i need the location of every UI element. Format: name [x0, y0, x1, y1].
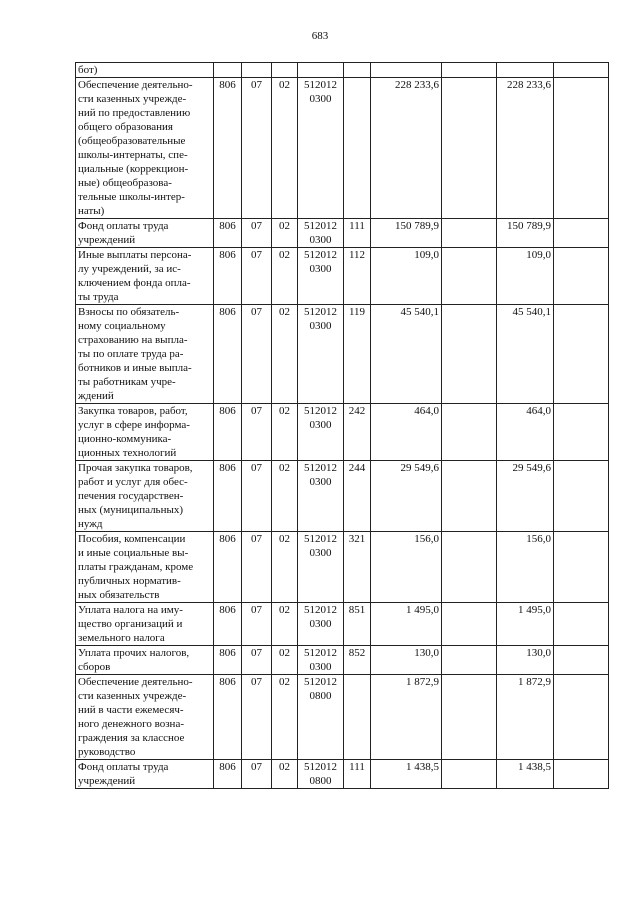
cell-name-line: граждения за классное [78, 732, 185, 744]
cell-target-article-line: 0300 [309, 547, 332, 559]
cell-name-line: Взносы по обязатель- [78, 306, 180, 318]
cell-name-line: руководство [78, 746, 136, 758]
cell-section-value: 07 [251, 220, 262, 232]
cell-name-line: печения государствен- [78, 490, 184, 502]
cell-name-line: страхованию на выпла- [78, 334, 188, 346]
cell-target-article [298, 603, 344, 646]
cell-amount-4 [554, 532, 609, 603]
cell-admin-code [214, 603, 242, 646]
cell-name-line: ного денежного возна- [78, 718, 184, 730]
cell-name-line: публичных норматив- [78, 575, 181, 587]
cell-name-line: Уплата прочих налогов, [78, 647, 190, 659]
cell-name-line: Обеспечение деятельно- [78, 676, 193, 688]
cell-name-line: ционных технологий [78, 447, 177, 459]
cell-admin-code [214, 404, 242, 461]
cell-amount-total [371, 461, 442, 532]
cell-admin-code [214, 760, 242, 789]
cell-target-article-line: 0300 [309, 234, 332, 246]
cell-admin-code [214, 78, 242, 219]
cell-target-article-line: 512012 [304, 306, 337, 318]
cell-name-line: земельного налога [78, 632, 165, 644]
cell-expense-type [344, 219, 371, 248]
cell-amount-total-value: 464,0 [414, 405, 439, 417]
cell-section [242, 760, 272, 789]
cell-amount-4 [554, 248, 609, 305]
cell-amount-2 [442, 603, 497, 646]
cell-amount-total-value: 45 540,1 [400, 306, 439, 318]
cell-section [242, 63, 272, 78]
cell-section [242, 603, 272, 646]
cell-expense-type-value: 111 [349, 220, 365, 232]
cell-amount-3-value: 1 438,5 [518, 761, 551, 773]
cell-subsection [272, 248, 298, 305]
cell-amount-2 [442, 404, 497, 461]
table-row [76, 248, 609, 305]
cell-name-line: Обеспечение деятельно- [78, 79, 193, 91]
cell-amount-4 [554, 760, 609, 789]
cell-amount-3 [497, 603, 554, 646]
cell-target-article-line: 0300 [309, 419, 332, 431]
cell-subsection [272, 305, 298, 404]
cell-subsection-value: 02 [279, 79, 290, 91]
cell-section-value: 07 [251, 676, 262, 688]
cell-section [242, 305, 272, 404]
cell-amount-total-value: 228 233,6 [395, 79, 439, 91]
cell-name-line: Пособия, компенсации [78, 533, 186, 545]
cell-amount-total-value: 1 872,9 [406, 676, 439, 688]
cell-admin-code-value: 806 [219, 647, 236, 659]
cell-target-article-line: 512012 [304, 249, 337, 261]
cell-amount-3 [497, 219, 554, 248]
cell-target-article [298, 461, 344, 532]
cell-admin-code [214, 675, 242, 760]
cell-admin-code [214, 532, 242, 603]
cell-name-line: учреждений [78, 775, 136, 787]
cell-section [242, 404, 272, 461]
cell-subsection-value: 02 [279, 220, 290, 232]
cell-subsection [272, 219, 298, 248]
cell-target-article-line: 0300 [309, 320, 332, 332]
cell-admin-code [214, 248, 242, 305]
cell-name-line: щество организаций и [78, 618, 183, 630]
cell-expense-type [344, 532, 371, 603]
cell-name [76, 219, 214, 248]
cell-name-line: сборов [78, 661, 111, 673]
cell-name-line: циальные (коррекцион- [78, 163, 189, 175]
cell-section [242, 532, 272, 603]
cell-amount-2 [442, 760, 497, 789]
cell-amount-3 [497, 760, 554, 789]
cell-target-article [298, 760, 344, 789]
cell-name [76, 305, 214, 404]
cell-amount-2 [442, 305, 497, 404]
cell-target-article [298, 532, 344, 603]
cell-section-value: 07 [251, 306, 262, 318]
cell-expense-type-value: 111 [349, 761, 365, 773]
cell-section [242, 646, 272, 675]
cell-subsection [272, 404, 298, 461]
cell-target-article [298, 305, 344, 404]
cell-subsection [272, 646, 298, 675]
cell-name-line: лу учреждений, за ис- [78, 263, 181, 275]
cell-target-article-line: 0800 [309, 775, 332, 787]
cell-name-line: работ и услуг для обес- [78, 476, 188, 488]
cell-name-line: бот) [78, 64, 98, 76]
cell-expense-type-value: 119 [348, 306, 366, 318]
cell-amount-3 [497, 404, 554, 461]
cell-admin-code-value: 806 [219, 676, 236, 688]
cell-name-line: наты) [78, 205, 105, 217]
cell-section [242, 78, 272, 219]
table-row [76, 219, 609, 248]
cell-admin-code-value: 806 [219, 761, 236, 773]
cell-amount-4 [554, 646, 609, 675]
cell-name-line: платы гражданам, кроме [78, 561, 194, 573]
cell-amount-3 [497, 248, 554, 305]
cell-amount-total [371, 248, 442, 305]
cell-admin-code-value: 806 [219, 306, 236, 318]
cell-name-line: Закупка товаров, работ, [78, 405, 188, 417]
cell-name-line: ботников и иные выпла- [78, 362, 192, 374]
cell-subsection-value: 02 [279, 462, 290, 474]
cell-target-article [298, 646, 344, 675]
cell-target-article [298, 219, 344, 248]
cell-amount-total-value: 29 549,6 [400, 462, 439, 474]
cell-amount-2 [442, 78, 497, 219]
cell-name-line: ционно-коммуника- [78, 433, 172, 445]
cell-target-article-line: 0300 [309, 618, 332, 630]
cell-amount-total [371, 63, 442, 78]
cell-section [242, 461, 272, 532]
cell-name-line: общего образования [78, 121, 173, 133]
cell-name-line: Фонд оплаты труда [78, 220, 169, 232]
cell-name [76, 461, 214, 532]
cell-amount-4 [554, 63, 609, 78]
cell-admin-code-value: 806 [219, 462, 236, 474]
cell-amount-4 [554, 461, 609, 532]
cell-admin-code-value: 806 [219, 405, 236, 417]
cell-target-article-line: 512012 [304, 79, 337, 91]
cell-target-article-line: 512012 [304, 220, 337, 232]
cell-name [76, 675, 214, 760]
cell-subsection [272, 760, 298, 789]
table-row [76, 404, 609, 461]
cell-subsection [272, 461, 298, 532]
cell-name [76, 248, 214, 305]
cell-amount-total [371, 78, 442, 219]
cell-amount-total-value: 150 789,9 [395, 220, 439, 232]
cell-amount-3 [497, 646, 554, 675]
cell-admin-code [214, 219, 242, 248]
cell-subsection [272, 532, 298, 603]
cell-amount-3 [497, 532, 554, 603]
table-row [76, 532, 609, 603]
cell-amount-total [371, 305, 442, 404]
cell-target-article-line: 0300 [309, 476, 332, 488]
cell-expense-type [344, 404, 371, 461]
cell-expense-type [344, 78, 371, 219]
cell-subsection-value: 02 [279, 676, 290, 688]
cell-subsection-value: 02 [279, 761, 290, 773]
cell-admin-code [214, 63, 242, 78]
cell-name-line: ний в части ежемесяч- [78, 704, 184, 716]
cell-name-line: ты работникам учре- [78, 376, 176, 388]
cell-amount-2 [442, 675, 497, 760]
cell-amount-2 [442, 646, 497, 675]
cell-expense-type-value: 244 [348, 462, 366, 474]
cell-amount-total-value: 130,0 [414, 647, 439, 659]
cell-amount-3-value: 29 549,6 [512, 462, 551, 474]
cell-expense-type-value: 112 [348, 249, 366, 261]
cell-admin-code-value: 806 [219, 533, 236, 545]
cell-section [242, 219, 272, 248]
cell-section-value: 07 [251, 405, 262, 417]
cell-amount-total [371, 603, 442, 646]
cell-admin-code [214, 305, 242, 404]
cell-target-article [298, 675, 344, 760]
cell-name-line: ных обязательств [78, 589, 160, 601]
cell-amount-3 [497, 78, 554, 219]
cell-name-line: ключением фонда опла- [78, 277, 191, 289]
cell-name-line: и иные социальные вы- [78, 547, 189, 559]
cell-admin-code [214, 646, 242, 675]
cell-name-line: сти казенных учрежде- [78, 93, 187, 105]
cell-subsection-value: 02 [279, 405, 290, 417]
cell-name [76, 760, 214, 789]
cell-section [242, 248, 272, 305]
cell-name [76, 603, 214, 646]
cell-target-article [298, 404, 344, 461]
cell-name-line: ные) общеобразова- [78, 177, 172, 189]
cell-amount-2 [442, 532, 497, 603]
cell-admin-code-value: 806 [219, 220, 236, 232]
cell-subsection-value: 02 [279, 604, 290, 616]
cell-subsection [272, 63, 298, 78]
cell-name-line: (общеобразовательные [78, 135, 186, 147]
cell-name [76, 532, 214, 603]
cell-expense-type-value: 321 [348, 533, 366, 545]
cell-target-article-line: 0300 [309, 263, 332, 275]
cell-expense-type [344, 461, 371, 532]
cell-amount-total-value: 109,0 [414, 249, 439, 261]
cell-amount-4 [554, 219, 609, 248]
cell-admin-code [214, 461, 242, 532]
cell-subsection [272, 78, 298, 219]
cell-name-line: услуг в сфере информа- [78, 419, 190, 431]
cell-admin-code-value: 806 [219, 249, 236, 261]
cell-amount-3 [497, 675, 554, 760]
table-row [76, 305, 609, 404]
table-row [76, 760, 609, 789]
cell-amount-2 [442, 248, 497, 305]
cell-expense-type [344, 646, 371, 675]
cell-name-line: ний по предоставлению [78, 107, 191, 119]
cell-subsection [272, 603, 298, 646]
cell-target-article [298, 63, 344, 78]
cell-name [76, 404, 214, 461]
cell-amount-total-value: 156,0 [414, 533, 439, 545]
cell-amount-2 [442, 219, 497, 248]
cell-amount-3-value: 464,0 [526, 405, 551, 417]
cell-expense-type-value: 242 [348, 405, 366, 417]
cell-amount-3-value: 156,0 [526, 533, 551, 545]
cell-amount-3 [497, 461, 554, 532]
cell-amount-3 [497, 63, 554, 78]
cell-amount-total [371, 760, 442, 789]
cell-name-line: Фонд оплаты труда [78, 761, 169, 773]
table-row [76, 78, 609, 219]
cell-name [76, 63, 214, 78]
cell-name-line: Иные выплаты персона- [78, 249, 192, 261]
cell-name-line: ты по оплате труда ра- [78, 348, 184, 360]
cell-name-line: нужд [78, 518, 103, 530]
cell-expense-type [344, 63, 371, 78]
cell-amount-total-value: 1 495,0 [406, 604, 439, 616]
cell-amount-3 [497, 305, 554, 404]
cell-expense-type [344, 305, 371, 404]
budget-table [75, 62, 609, 789]
cell-expense-type [344, 675, 371, 760]
cell-expense-type-value: 851 [348, 604, 366, 616]
cell-target-article-line: 0300 [309, 661, 332, 673]
cell-name-line: ному социальному [78, 320, 166, 332]
cell-amount-3-value: 1 872,9 [518, 676, 551, 688]
cell-amount-3-value: 45 540,1 [512, 306, 551, 318]
cell-name-line: тельные школы-интер- [78, 191, 185, 203]
cell-section [242, 675, 272, 760]
cell-target-article [298, 78, 344, 219]
cell-target-article-line: 512012 [304, 761, 337, 773]
cell-amount-total [371, 532, 442, 603]
cell-expense-type [344, 760, 371, 789]
cell-amount-4 [554, 305, 609, 404]
cell-target-article-line: 512012 [304, 533, 337, 545]
cell-amount-2 [442, 63, 497, 78]
cell-amount-3-value: 228 233,6 [507, 79, 551, 91]
cell-amount-total [371, 404, 442, 461]
cell-section-value: 07 [251, 249, 262, 261]
cell-expense-type [344, 603, 371, 646]
cell-subsection-value: 02 [279, 647, 290, 659]
cell-name [76, 646, 214, 675]
cell-amount-3-value: 109,0 [526, 249, 551, 261]
cell-name-line: сти казенных учрежде- [78, 690, 187, 702]
cell-target-article-line: 512012 [304, 405, 337, 417]
cell-name-line: ных (муниципальных) [78, 504, 184, 516]
page-number: 683 [311, 30, 329, 42]
cell-target-article-line: 512012 [304, 462, 337, 474]
cell-amount-4 [554, 78, 609, 219]
cell-target-article-line: 512012 [304, 647, 337, 659]
cell-section-value: 07 [251, 533, 262, 545]
cell-target-article [298, 248, 344, 305]
cell-target-article-line: 0300 [309, 93, 332, 105]
cell-amount-2 [442, 461, 497, 532]
cell-expense-type [344, 248, 371, 305]
table-row [76, 603, 609, 646]
table-row [76, 675, 609, 760]
cell-amount-4 [554, 603, 609, 646]
cell-name-line: Прочая закупка товаров, [78, 462, 193, 474]
budget-table-body [76, 63, 609, 789]
cell-amount-total-value: 1 438,5 [406, 761, 439, 773]
cell-name-line: ждений [78, 390, 114, 402]
cell-section-value: 07 [251, 604, 262, 616]
cell-expense-type-value: 852 [348, 647, 366, 659]
cell-subsection-value: 02 [279, 306, 290, 318]
cell-section-value: 07 [251, 761, 262, 773]
table-row [76, 461, 609, 532]
cell-subsection-value: 02 [279, 249, 290, 261]
cell-amount-4 [554, 675, 609, 760]
cell-amount-total [371, 646, 442, 675]
cell-subsection-value: 02 [279, 533, 290, 545]
cell-amount-3-value: 130,0 [526, 647, 551, 659]
cell-name-line: Уплата налога на иму- [78, 604, 183, 616]
cell-section-value: 07 [251, 462, 262, 474]
cell-target-article-line: 0800 [309, 690, 332, 702]
cell-subsection [272, 675, 298, 760]
cell-name-line: школы-интернаты, спе- [78, 149, 188, 161]
table-row [76, 646, 609, 675]
cell-amount-3-value: 150 789,9 [507, 220, 551, 232]
cell-target-article-line: 512012 [304, 676, 337, 688]
table-row [76, 63, 609, 78]
cell-admin-code-value: 806 [219, 79, 236, 91]
cell-name-line: учреждений [78, 234, 136, 246]
cell-section-value: 07 [251, 79, 262, 91]
cell-amount-total [371, 219, 442, 248]
cell-name-line: ты труда [78, 291, 119, 303]
cell-amount-4 [554, 404, 609, 461]
cell-amount-total [371, 675, 442, 760]
cell-admin-code-value: 806 [219, 604, 236, 616]
cell-name [76, 78, 214, 219]
cell-section-value: 07 [251, 647, 262, 659]
cell-target-article-line: 512012 [304, 604, 337, 616]
cell-amount-3-value: 1 495,0 [518, 604, 551, 616]
